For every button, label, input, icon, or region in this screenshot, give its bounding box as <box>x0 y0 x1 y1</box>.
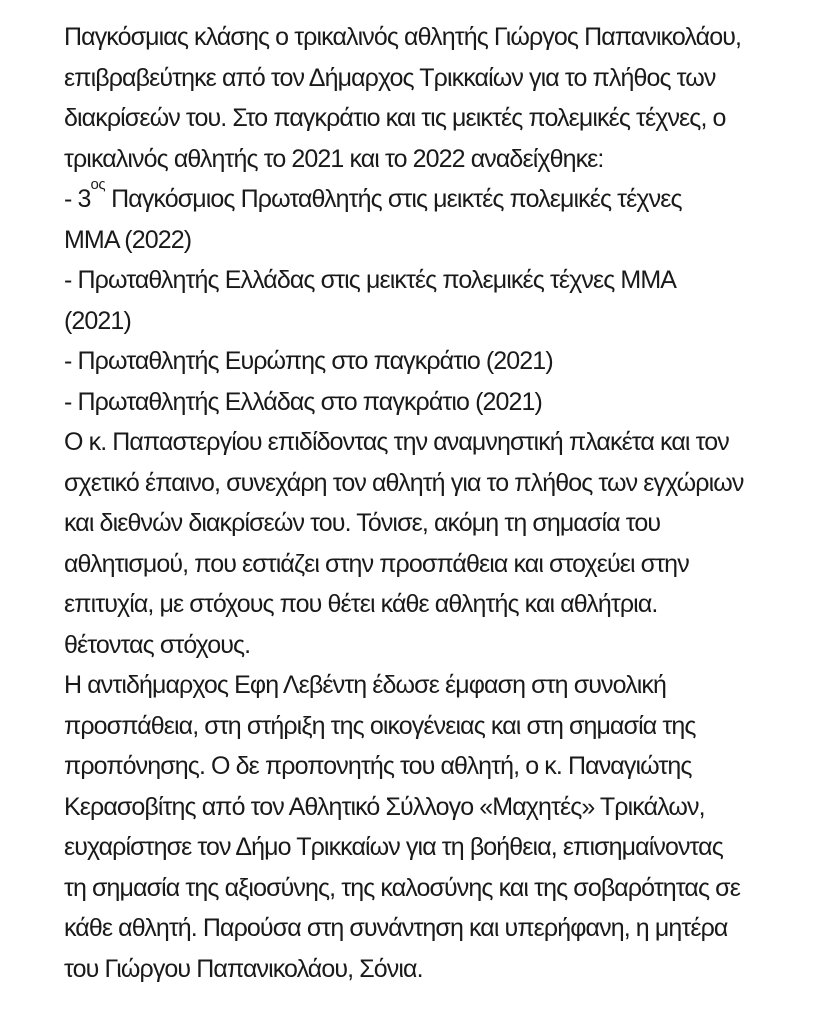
text-line: θέτοντας στόχους. <box>64 630 251 659</box>
text-line: προσπάθεια, στη στήριξη της οικογένειας και στη σημασία της <box>64 711 696 740</box>
text-line: - Πρωταθλητής Ελλάδας στο παγκράτιο (2021) <box>64 387 542 416</box>
text-line: αθλητισμού, που εστιάζει στην προσπάθεια και στοχεύει στην <box>64 549 689 578</box>
ordinal-superscript: ος <box>90 175 106 193</box>
text-line: (2021) <box>64 306 131 335</box>
text-line: προπόνησης. Ο δε προπονητής του αθλητή, ο κ. Παναγιώτης <box>64 752 692 780</box>
text-line: τη σημασία της αξιοσύνης, της καλοσύνης και της σοβαρότητας σε <box>64 873 740 902</box>
text-line: Κερασοβίτης από τον Αθλητικό Σύλλογο «Μαχητές» Τρικάλων, <box>64 792 705 821</box>
text-line: επιβραβεύτηκε από τον Δήμαρχος Τρικκαίων για το πλήθος των <box>64 63 716 92</box>
text-line: επιτυχία, με στόχους που θέτει κάθε αθλητής και αθλήτρια. <box>64 590 658 618</box>
text-line: ευχαρίστησε τον Δήμο Τρικκαίων για τη βοήθεια, επισημαίνοντας <box>64 833 723 861</box>
text-line: σχετικό έπαινο, συνεχάρη τον αθλητή για το πλήθος των εγχώριων <box>64 468 744 497</box>
text-line: κάθε αθλητή. Παρούσα στη συνάντηση και υπερήφανη, η μητέρα <box>64 914 728 942</box>
text-line: - Πρωταθλητής Ελλάδας στις μεικτές πολεμικές τέχνες ΜΜΑ <box>64 266 677 294</box>
text-line: Ο κ. Παπαστεργίου επιδίδοντας την αναμνηστική πλακέτα και τον <box>64 428 729 456</box>
text-line: - Πρωταθλητής Ευρώπης στο παγκράτιο (2021) <box>64 347 553 375</box>
line-text: Παγκόσμιος Πρωταθλητής στις μεικτές πολεμικές τέχνες <box>105 185 682 213</box>
text-line: Η αντιδήμαρχος Εφη Λεβέντη έδωσε έμφαση στη συνολική <box>64 671 667 699</box>
text-line: ΜΜΑ (2022) <box>64 225 192 254</box>
text-line: και διεθνών διακρίσεών του. Τόνισε, ακόμη τη σημασία του <box>64 509 661 537</box>
text-line: του Γιώργου Παπανικολάου, Σόνια. <box>64 954 423 983</box>
text-line <box>64 175 801 220</box>
article-text-block <box>64 17 801 989</box>
line-prefix: - 3 <box>64 185 91 213</box>
text-line: τρικαλινός αθλητής το 2021 και το 2022 αναδείχθηκε: <box>64 144 604 173</box>
text-line: Παγκόσμιας κλάσης ο τρικαλινός αθλητής Γιώργος Παπανικολάου, <box>64 23 742 51</box>
text-line: διακρίσεών του. Στο παγκράτιο και τις μεικτές πολεμικές τέχνες, ο <box>64 104 726 132</box>
